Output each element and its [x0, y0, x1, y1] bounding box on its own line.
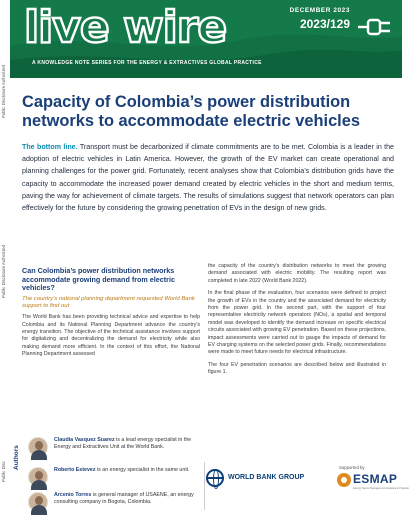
series-tagline: A KNOWLEDGE NOTE SERIES FOR THE ENERGY & EXTRACTIVES GLOBAL PRACTICE [32, 60, 262, 66]
issue-number: 2023/129 [299, 17, 350, 31]
esmap-subtitle: Energy Sector Management Assistance Program [353, 487, 409, 490]
author-bio [54, 492, 204, 507]
author-name: Claudia Vasquez Suarez [54, 437, 115, 443]
bottom-line-highlight: Transport must be decarbonized if climate commitments are to be met. [77, 143, 306, 151]
left-column [22, 267, 200, 359]
globe-icon [206, 469, 224, 487]
header-band [10, 0, 402, 78]
section-heading: Can Colombia’s power distribution networks accommodate growing demand from electric vehicles? [22, 266, 175, 293]
disclosure-text-top: Public Disclosure Authorized [1, 64, 6, 118]
right-column-paragraph-1: the capacity of the country’s distribution networks to meet the growing demand associated with electric mobility. The resulting report was completed in late 2022 (World Bank 2022). [208, 263, 386, 284]
issue-date: DECEMBER 2023 [289, 7, 350, 14]
left-column-paragraph: The World Bank has been providing technical advice and expertise to help Colombia and its National Planning Department advance the country’s energy transition. The objective of the technical assistance involves support for digitalizing and decentralizing the demand for electricity while also making demand more efficient. In the context of this effort, the National Planning Department assessed [22, 314, 200, 358]
avatar [28, 467, 48, 487]
section-subheading: The country’s national planning department requested World Bank support to find out [22, 295, 195, 309]
esmap-mark-icon [337, 473, 351, 487]
author-description: is general manager of USAENE, an energy consulting company in Bogota, Colombia. [54, 492, 194, 506]
livewire-logo: live wire [24, 2, 227, 53]
page-title: Capacity of Colombia’s power distribution networks to accommodate electric vehicles [22, 93, 360, 130]
right-column-paragraph-2: In the final phase of the evaluation, four scenarios were defined to project the growth of EVs in the country and the associated demand for electricity from the power grid. In the second part, with the support of four representative electricity network operators (NOs), a spatial and temporal model was developed to identify the demand increase on specific electrical circuits associated with growing EV penetration. Based on these projections, impact assessments were carried out to gauge the impacts of demand for EV charging systems on the selected power grids. Finally, recommendations were made to meet future needs for electrical infrastructure. [208, 290, 386, 356]
supported-by-label: Supported by [339, 465, 365, 470]
bottom-line-paragraph [22, 141, 394, 214]
disclosure-text-middle: Public Disclosure Authorized [1, 244, 6, 298]
world-bank-group-wordmark: WORLD BANK GROUP [228, 474, 305, 481]
esmap-wordmark: ESMAP [353, 472, 398, 486]
bottom-line-label: The bottom line. [22, 143, 78, 151]
authors-label-text: Authors [13, 445, 20, 470]
author-description: is a lead energy specialist in the Energy and Extractives Unit at the World Bank. [54, 437, 192, 451]
avatar [28, 437, 48, 457]
bottom-line-body: Colombia is a leader in the adoption of electric vehicles in Latin America. However, the growth of the EV market can create operational and planning challenges for the power grid. Fortunately, recent analyses show that Colombia’s distribution grids have the capacity to accommodate the increased power demand created by electric vehicles in the short and medium terms, paving the way for achievement of climate targets. The results of simulations suggest that network operators can plan effectively for the future by considering the growing penetration of EVs in the design of new grids. [22, 143, 395, 213]
disclosure-text-bottom: Public Disc [1, 461, 6, 482]
plug-icon [358, 16, 392, 38]
right-column [208, 263, 386, 377]
authors-label [10, 430, 22, 520]
author-name: Roberto Estevez [54, 467, 96, 473]
author-bio [54, 437, 204, 452]
logo-divider [204, 462, 205, 510]
author-bio [54, 467, 204, 474]
author-description: is an energy specialist in the same unit. [95, 467, 190, 473]
avatar [28, 492, 48, 512]
author-name: Arcenio Torres [54, 492, 92, 498]
esmap-logo [337, 471, 409, 495]
world-bank-group-logo [206, 468, 318, 488]
right-column-paragraph-3: The four EV penetration scenarios are described below and illustrated in figure 1. [208, 361, 386, 376]
